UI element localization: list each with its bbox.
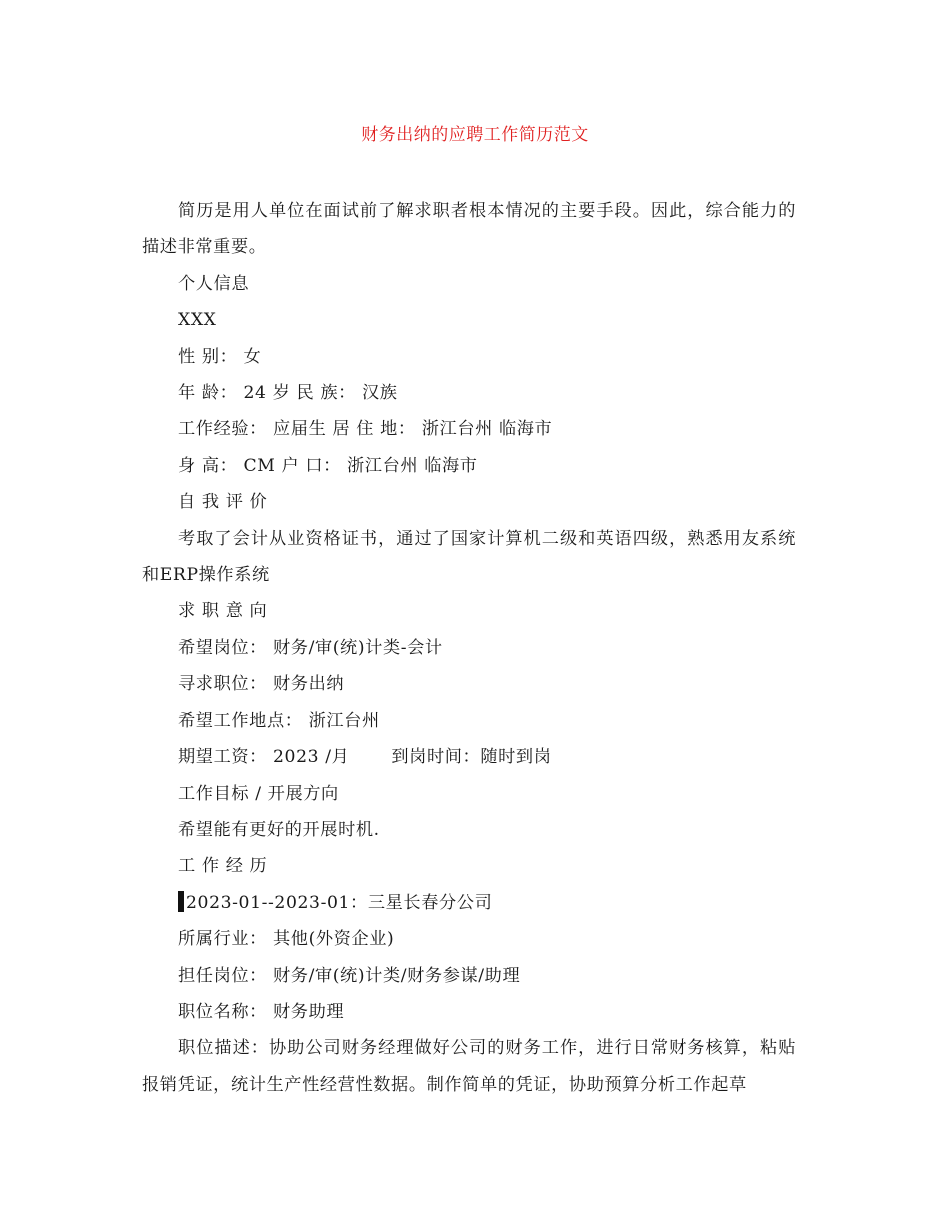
- personal-info-heading: 个人信息: [178, 273, 250, 294]
- job-post-line: 担任岗位： 财务/审(统)计类/财务参谋/助理: [178, 965, 521, 986]
- document-title: 财务出纳的应聘工作简历范文: [361, 125, 589, 145]
- industry-line: 所属行业： 其他(外资企业): [178, 929, 395, 950]
- experience-residence-line: 工作经验： 应届生 居 住 地： 浙江台州 临海市: [178, 419, 553, 440]
- job-period-line: [142, 885, 796, 921]
- name-line: XXX: [178, 310, 217, 331]
- document-body: [142, 193, 796, 1103]
- desired-position-line: 希望岗位： 财务/审(统)计类-会计: [178, 637, 443, 658]
- work-goal-heading: 工作目标 / 开展方向: [178, 783, 339, 804]
- desired-location-line: 希望工作地点： 浙江台州: [178, 710, 380, 731]
- gender-line: 性 别： 女: [178, 346, 262, 367]
- expected-salary: 期望工资： 2023 /月: [178, 747, 350, 768]
- intro-paragraph: 简历是用人单位在面试前了解求职者根本情况的主要手段。因此，综合能力的描述非常重要。: [142, 201, 796, 258]
- age-ethnicity-line: 年 龄： 24 岁 民 族： 汉族: [178, 383, 398, 404]
- work-goal-paragraph: 希望能有更好的开展时机.: [178, 819, 380, 840]
- work-history-heading: 工 作 经 历: [178, 856, 268, 877]
- section-bar-icon: [178, 891, 184, 912]
- seeking-position-line: 寻求职位： 财务出纳: [178, 674, 345, 695]
- self-evaluation-heading: 自 我 评 价: [178, 492, 268, 513]
- job-title-line: 职位名称： 财务助理: [178, 1001, 345, 1022]
- start-time: 到岗时间：随时到岗: [391, 747, 552, 768]
- job-period: 2023-01--2023-01：三星长春分公司: [186, 892, 493, 913]
- height-hukou-line: 身 高： CM 户 口： 浙江台州 临海市: [178, 455, 478, 476]
- self-evaluation-paragraph: 考取了会计从业资格证书，通过了国家计算机二级和英语四级，熟悉用友系统和ERP操作系统: [142, 528, 796, 586]
- job-description-paragraph: 职位描述：协助公司财务经理做好公司的财务工作，进行日常财务核算，粘贴报销凭证，统计生产性经营性数据。制作简单的凭证，协助预算分析工作起草: [142, 1038, 796, 1095]
- job-intent-heading: 求 职 意 向: [178, 601, 268, 622]
- salary-start-line: [142, 739, 796, 775]
